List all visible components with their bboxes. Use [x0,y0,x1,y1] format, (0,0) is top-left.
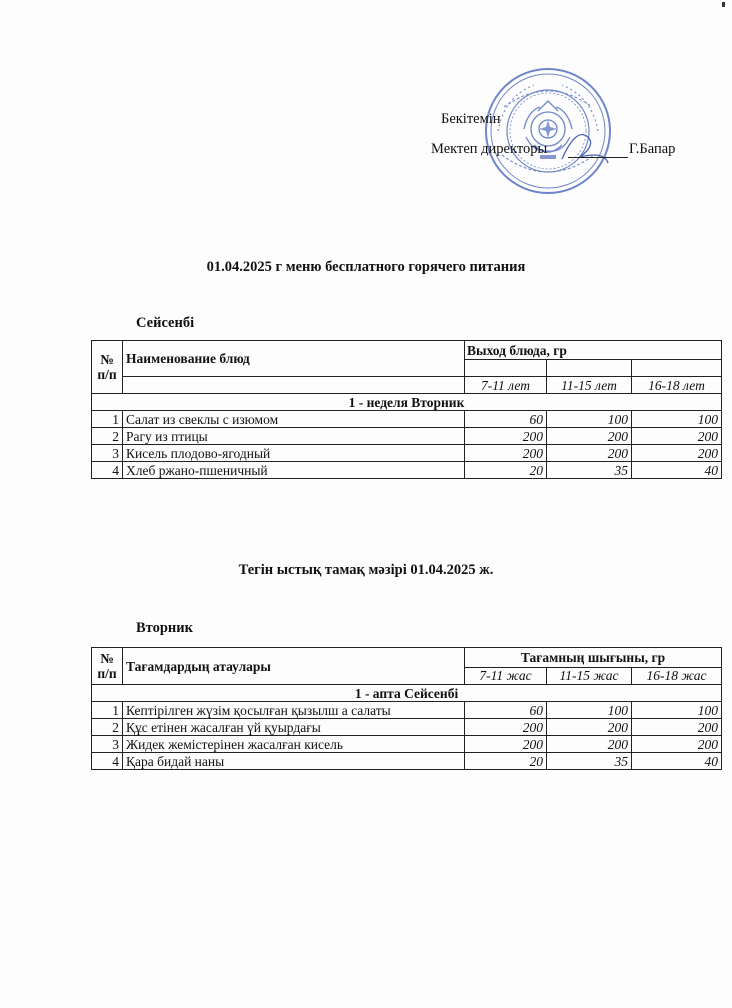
kz-day-label: Вторник [136,620,193,636]
table-header-row [92,648,722,668]
portion-16-18: 200 [632,719,722,736]
table-row [92,462,722,479]
portion-11-15: 35 [547,753,632,770]
dish-name: Кептірілген жүзім қосылған қызылш а салаты [123,702,465,719]
portion-11-15: 200 [547,719,632,736]
school-seal-stamp [484,67,612,195]
row-number: 1 [92,411,123,428]
age-group-cell: 7-11 лет [465,377,547,394]
table-header-row [92,341,722,360]
age-group-cell: 11-15 лет [547,377,632,394]
dish-name: Салат из свеклы с изюмом [123,411,465,428]
no-header-abbr: п/п [97,666,117,681]
no-header-cell [92,341,123,394]
portion-7-11: 20 [465,753,547,770]
director-label: Мектеп директоры [431,141,548,157]
age-group-cell: 7-11 жас [465,667,547,684]
row-number: 2 [92,428,123,445]
dish-name: Құс етінен жасалған үй қуырдағы [123,719,465,736]
signature-line [568,157,628,158]
no-header-symbol: № [100,352,114,367]
table-row [92,719,722,736]
portion-11-15: 200 [547,445,632,462]
portion-11-15: 35 [547,462,632,479]
portion-7-11: 200 [465,736,547,753]
week-row [92,685,722,702]
name-header: Наименование блюд [123,341,465,377]
dish-name: Рагу из птицы [123,428,465,445]
age-group-cell: 11-15 жас [547,667,632,684]
portion-7-11: 200 [465,428,547,445]
ru-day-label: Сейсенбі [136,315,195,331]
table-row [92,428,722,445]
week-label: 1 - неделя Вторник [92,394,722,411]
dish-name: Жидек жемістерінен жасалған кисель [123,736,465,753]
portion-16-18: 100 [632,411,722,428]
portion-11-15: 100 [547,702,632,719]
table-row [92,753,722,770]
portion-7-11: 200 [465,445,547,462]
age-group-cell: 16-18 лет [632,377,722,394]
ru-menu-title: 01.04.2025 г меню бесплатного горячего питания [206,259,526,275]
no-header-symbol: № [100,651,114,666]
dish-name: Хлеб ржано-пшеничный [123,462,465,479]
row-number: 4 [92,753,123,770]
row-number: 3 [92,445,123,462]
portion-7-11: 60 [465,702,547,719]
scan-mark [722,2,725,7]
portion-16-18: 200 [632,736,722,753]
kz-menu-table [91,647,722,770]
row-number: 4 [92,462,123,479]
approval-label: Бекітемін [441,111,501,127]
portion-16-18: 200 [632,428,722,445]
no-header-cell [92,648,123,685]
director-name: Г.Бапар [629,141,676,157]
portion-11-15: 100 [547,411,632,428]
row-number: 1 [92,702,123,719]
portion-16-18: 40 [632,462,722,479]
row-number: 3 [92,736,123,753]
table-row [92,702,722,719]
row-number: 2 [92,719,123,736]
portion-11-15: 200 [547,428,632,445]
table-row [92,445,722,462]
dish-name: Кисель плодово-ягодный [123,445,465,462]
portion-7-11: 200 [465,719,547,736]
age-group-cell: 16-18 жас [632,667,722,684]
portion-16-18: 40 [632,753,722,770]
week-label: 1 - апта Сейсенбі [92,685,722,702]
portion-11-15: 200 [547,736,632,753]
portion-16-18: 100 [632,702,722,719]
no-header-abbr: п/п [97,367,117,382]
table-row [92,736,722,753]
kz-menu-title: Тегін ыстық тамақ мәзірі 01.04.2025 ж. [238,562,494,578]
portion-7-11: 60 [465,411,547,428]
portion-7-11: 20 [465,462,547,479]
ru-menu-table [91,340,722,479]
dish-name: Қара бидай наны [123,753,465,770]
age-group-row [92,377,722,394]
name-header: Тағамдардың атаулары [123,648,465,685]
table-row [92,411,722,428]
portion-16-18: 200 [632,445,722,462]
week-row [92,394,722,411]
output-header: Выход блюда, гр [465,341,722,360]
output-header: Тағамның шығыны, гр [465,648,722,668]
